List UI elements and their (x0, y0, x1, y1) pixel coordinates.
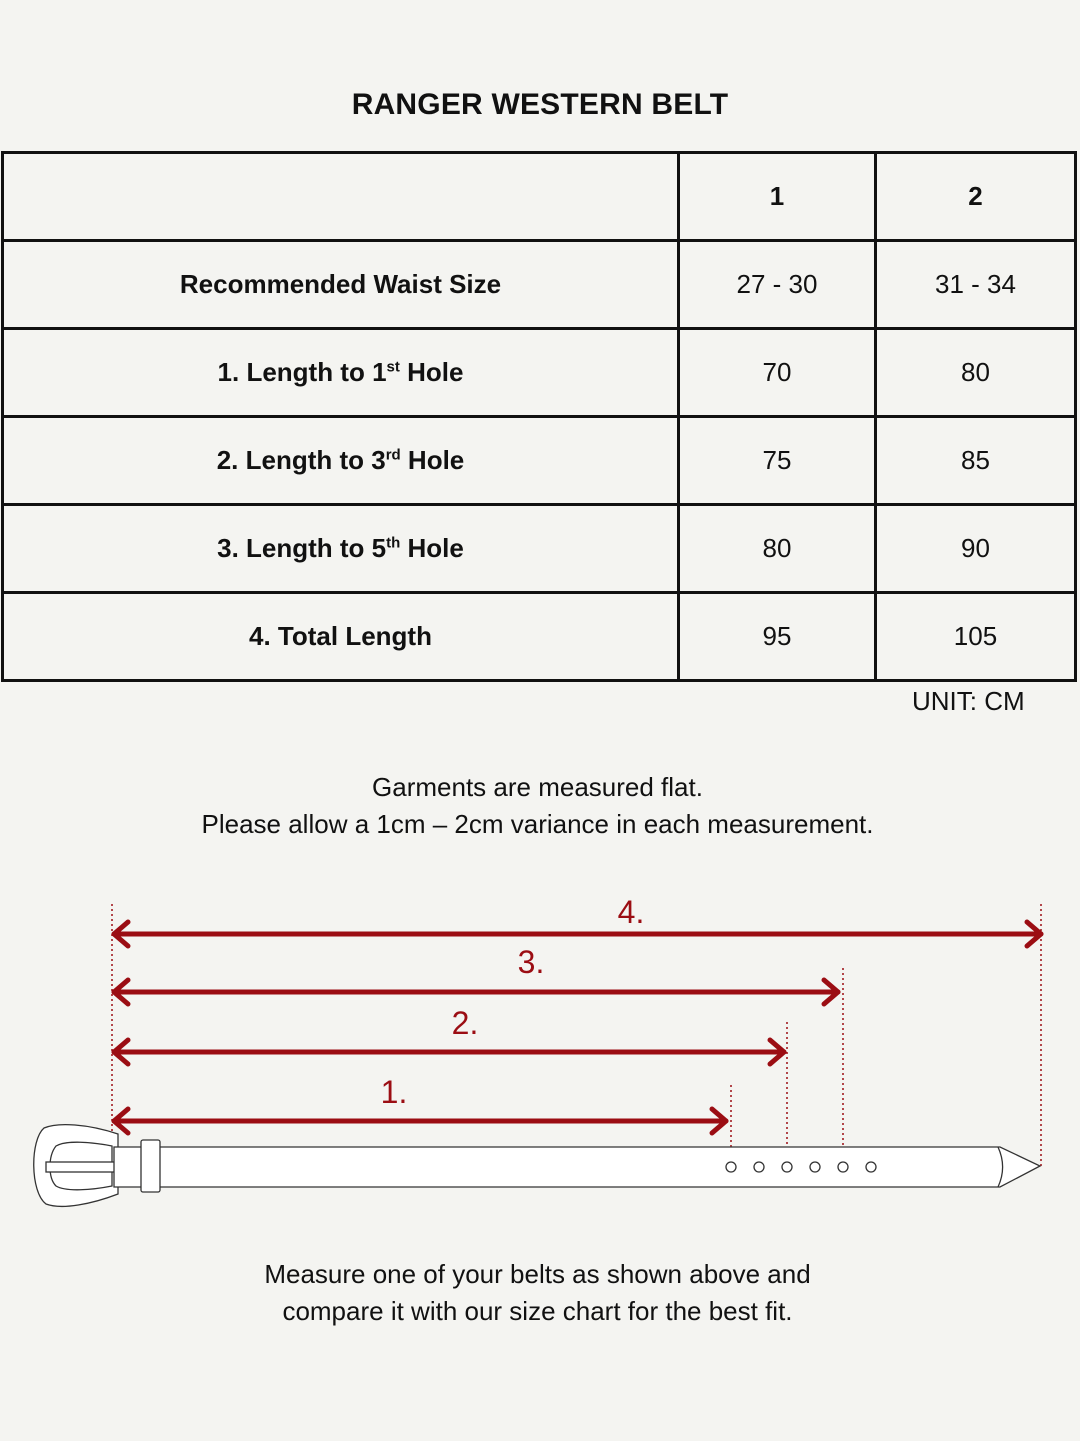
footer-note (0, 1256, 1075, 1330)
guide-lines (112, 904, 1041, 1166)
arrow-label-2: 2. (451, 1005, 479, 1041)
footer-note-line1: Measure one of your belts as shown above and (264, 1259, 811, 1289)
belt-hole-5 (838, 1162, 848, 1172)
belt-hole-3 (782, 1162, 792, 1172)
buckle-prong (46, 1162, 116, 1172)
row-value: 105 (876, 593, 1076, 681)
row-value: 90 (876, 505, 1076, 593)
arrow-1-first-hole (114, 1109, 726, 1133)
arrow-label-1: 1. (380, 1074, 408, 1110)
row-label: 1. Length to 1st Hole (3, 329, 679, 417)
row-value: 31 - 34 (876, 241, 1076, 329)
measure-note-line1: Garments are measured flat. (372, 772, 703, 802)
row-label: 4. Total Length (3, 593, 679, 681)
row-value: 85 (876, 417, 1076, 505)
row-value: 27 - 30 (679, 241, 876, 329)
header-cell-size-1: 1 (679, 153, 876, 241)
row-value: 80 (679, 505, 876, 593)
row-value: 95 (679, 593, 876, 681)
row-label: Recommended Waist Size (3, 241, 679, 329)
belt-hole-4 (810, 1162, 820, 1172)
header-cell-size-2: 2 (876, 153, 1076, 241)
row-label: 3. Length to 5th Hole (3, 505, 679, 593)
row-value: 70 (679, 329, 876, 417)
unit-note: UNIT: CM (912, 686, 1025, 716)
row-value: 75 (679, 417, 876, 505)
row-value: 80 (876, 329, 1076, 417)
arrow-3-fifth-hole (114, 980, 838, 1004)
belt-strap (114, 1147, 1040, 1187)
belt-illustration (34, 1125, 1040, 1207)
arrow-2-third-hole (114, 1040, 784, 1064)
belt-hole-2 (754, 1162, 764, 1172)
row-label: 2. Length to 3rd Hole (3, 417, 679, 505)
belt-hole-1 (726, 1162, 736, 1172)
arrow-label-3: 3. (517, 944, 545, 980)
arrow-label-4: 4. (617, 894, 645, 930)
belt-hole-6 (866, 1162, 876, 1172)
measure-note-line2: Please allow a 1cm – 2cm variance in each measurement. (201, 809, 874, 839)
footer-note-line2: compare it with our size chart for the best fit. (282, 1296, 793, 1326)
chart-title: RANGER WESTERN BELT (351, 88, 729, 121)
arrow-4-total-length (114, 922, 1041, 946)
belt-keeper (141, 1140, 160, 1192)
